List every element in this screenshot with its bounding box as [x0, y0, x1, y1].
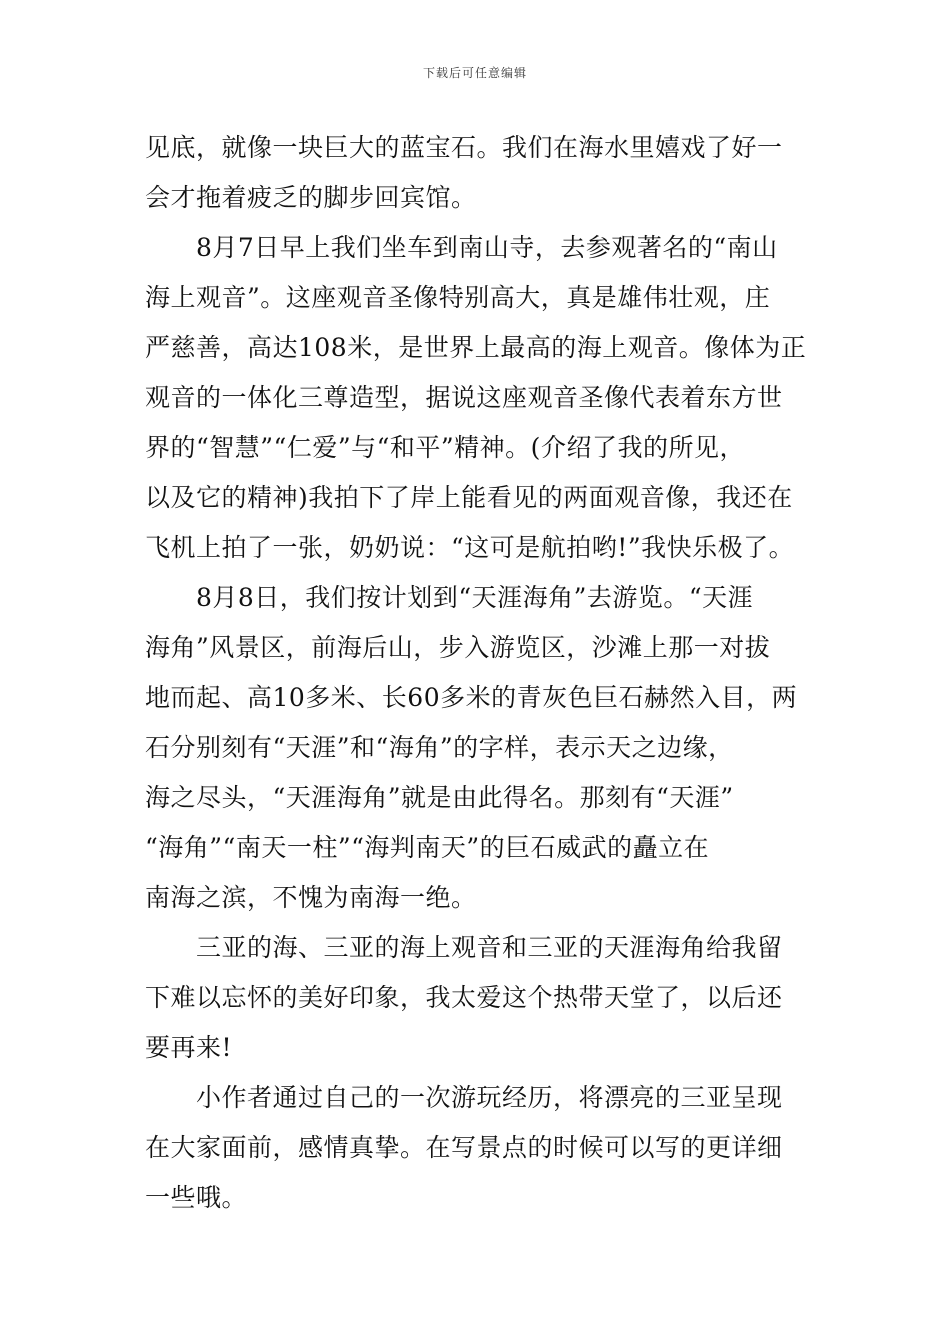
- text-line: 海角”风景区，前海后山，步入游览区，沙滩上那一对拔: [145, 633, 771, 662]
- text-line: 小作者通过自己的一次游玩经历，将漂亮的三亚呈现: [145, 1083, 783, 1112]
- text-line: 飞机上拍了一张，奶奶说：“这可是航拍哟!”我快乐极了。: [145, 533, 795, 562]
- paragraph: [145, 923, 825, 1073]
- text-line: 一些哦。: [145, 1183, 248, 1212]
- text-line: 界的“智慧”“仁爱”与“和平”精神。(介绍了我的所见，: [145, 433, 745, 462]
- text-line: “海角”“南天一柱”“海判南天”的巨石威武的矗立在: [145, 833, 710, 862]
- document-body: [145, 123, 825, 1223]
- text-line: 海之尽头，“天涯海角”就是由此得名。那刻有“天涯”: [145, 783, 734, 812]
- text-line: 要再来!: [145, 1033, 233, 1062]
- text-line: 8月7日早上我们坐车到南山寺，去参观著名的“南山: [145, 233, 778, 262]
- text-line: 观音的一体化三尊造型，据说这座观音圣像代表着东方世: [145, 383, 783, 412]
- page-header: 下载后可任意编辑: [422, 66, 527, 80]
- text-line: 石分别刻有“天涯”和“海角”的字样，表示天之边缘，: [145, 733, 734, 762]
- text-line: 地而起、高10多米、长60多米的青灰色巨石赫然入目，两: [145, 683, 798, 712]
- text-line: 海上观音”。这座观音圣像特别高大，真是雄伟壮观，庄: [145, 283, 771, 312]
- text-line: 在大家面前，感情真挚。在写景点的时候可以写的更详细: [145, 1133, 783, 1162]
- text-line: 严慈善，高达108米，是世界上最高的海上观音。像体为正: [145, 333, 807, 362]
- paragraph: [145, 123, 825, 223]
- paragraph: [145, 573, 825, 923]
- text-line: 以及它的精神)我拍下了岸上能看见的两面观音像，我还在: [145, 483, 793, 512]
- text-line: 会才拖着疲乏的脚步回宾馆。: [145, 183, 477, 212]
- text-line: 下难以忘怀的美好印象，我太爱这个热带天堂了，以后还: [145, 983, 783, 1012]
- text-line: 三亚的海、三亚的海上观音和三亚的天涯海角给我留: [145, 933, 783, 962]
- text-line: 南海之滨，不愧为南海一绝。: [145, 883, 477, 912]
- paragraph: [145, 1073, 825, 1223]
- paragraph: [145, 223, 825, 573]
- text-line: 8月8日，我们按计划到“天涯海角”去游览。“天涯: [145, 583, 754, 612]
- text-line: 见底，就像一块巨大的蓝宝石。我们在海水里嬉戏了好一: [145, 133, 783, 162]
